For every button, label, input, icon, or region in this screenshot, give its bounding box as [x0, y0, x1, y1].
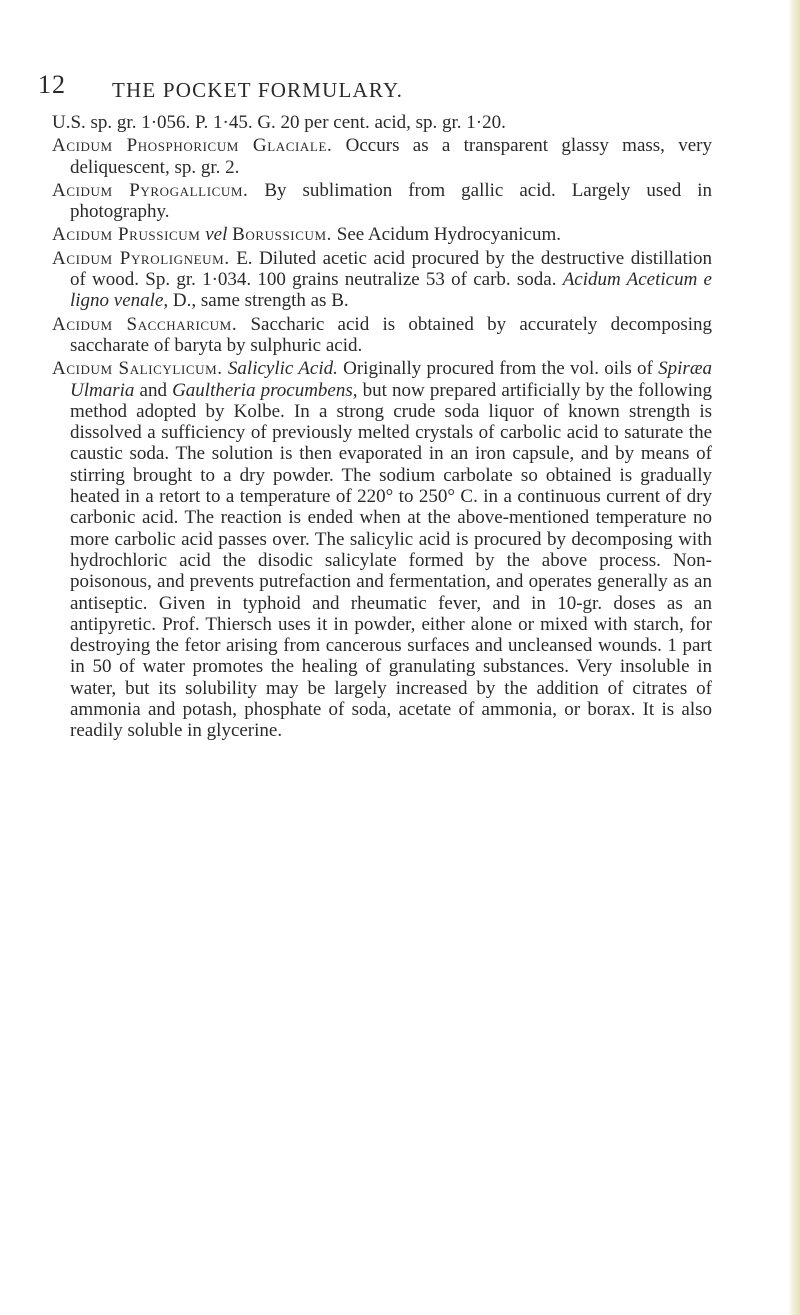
entry-text: E. Diluted acetic acid procured by the destructive distillation of wood. Sp. gr. 1·034. 100 grains neutralize 53 of carb. soda.	[70, 247, 713, 291]
entry-heading: Acidum Salicylicum.	[52, 358, 223, 380]
entry-heading: Acidum Pyroligneum.	[52, 247, 230, 269]
entry-heading: Acidum Prussicum	[52, 224, 201, 246]
entry-acidum-prussicum	[52, 224, 712, 245]
entry-italic-lead: Salicylic Acid.	[222, 358, 338, 380]
entry-heading: Acidum Saccharicum.	[52, 313, 238, 335]
entry-italic-species-b: Gaultheria procumbens,	[172, 379, 358, 401]
page-number: 12	[38, 70, 66, 99]
entry-heading: Acidum Pyrogallicum.	[52, 179, 249, 201]
entry-text: Originally procured from the vol. oils of	[337, 358, 659, 380]
entry-text: U.S. sp. gr. 1·056. P. 1·45. G. 20 per cent. acid, sp. gr. 1·20.	[52, 112, 506, 133]
entry-text: but now prepared artificially by the following method adopted by Kolbe. In a strong crude soda liquor of known strength is dissolved a sufficiency of previously melted crystals of carbolic acid to saturate the caustic soda. The solution is then evaporated in an iron capsule, and by means of stirring brought to a dry powder. The sodium carbolate so obtained is gradually heated in a retort to a temperature of 220° to 250° C. in a continuous current of dry carbonic acid. The reaction is ended when at the above-mentioned temperature no more carbolic acid passes over. The salicylic acid is procured by decomposing with hydrochloric acid the disodic salicylate formed by the above process. Non-poisonous, and prevents putrefaction and fermentation, and operates generally as an antiseptic. Given in typhoid and rheumatic fever, and in 10-gr. doses as an antipyretic. Prof. Thiersch uses it in powder, either alone or mixed with starch, for destroying the fetor arising from cancerous surfaces and uncleansed wounds. 1 part in 50 of water promotes the healing of granulating substances. Very insoluble in water, but its solubility may be largely increased by the addition of citrates of ammonia and potash, phosphate of soda, acetate of ammonia, or borax. It is also readily soluble in glycerine.	[70, 379, 712, 742]
entry-text: Saccharic acid is obtained by accurately decomposing saccharate of baryta by sulphuric acid.	[70, 313, 712, 356]
entry-text: Occurs as a transparent glassy mass, very deliquescent, sp. gr. 2.	[70, 135, 712, 178]
entry-text: By sublimation from gallic acid. Largely used in photography.	[70, 179, 712, 223]
entry-acidum-pyroligneum	[52, 248, 712, 312]
entry-acidum-saccharicum	[52, 314, 712, 357]
entry-italic-species-a: Spiræa Ulmaria	[70, 358, 712, 401]
entry-continuation	[52, 112, 712, 133]
entry-heading: Acidum Phosphoricum Glaciale.	[52, 135, 333, 157]
entry-text: and	[134, 379, 173, 401]
running-title: THE POCKET FORMULARY.	[112, 78, 404, 102]
body-text	[52, 112, 712, 742]
entry-text: See Acidum Hydrocyanicum.	[332, 224, 562, 246]
entry-heading-alt: Borussicum.	[232, 224, 332, 246]
entry-heading-connector: vel	[200, 224, 233, 246]
entry-acidum-phosphoricum-glaciale	[52, 135, 712, 178]
entry-italic-term: Acidum Aceticum e ligno venale,	[70, 269, 712, 312]
entry-acidum-pyrogallicum	[52, 180, 712, 223]
page-edge-shading	[788, 0, 800, 1315]
book-page	[38, 70, 713, 744]
entry-acidum-salicylicum	[52, 358, 712, 741]
page-header	[38, 70, 712, 112]
entry-text-after: D., same strength as B.	[168, 290, 349, 312]
